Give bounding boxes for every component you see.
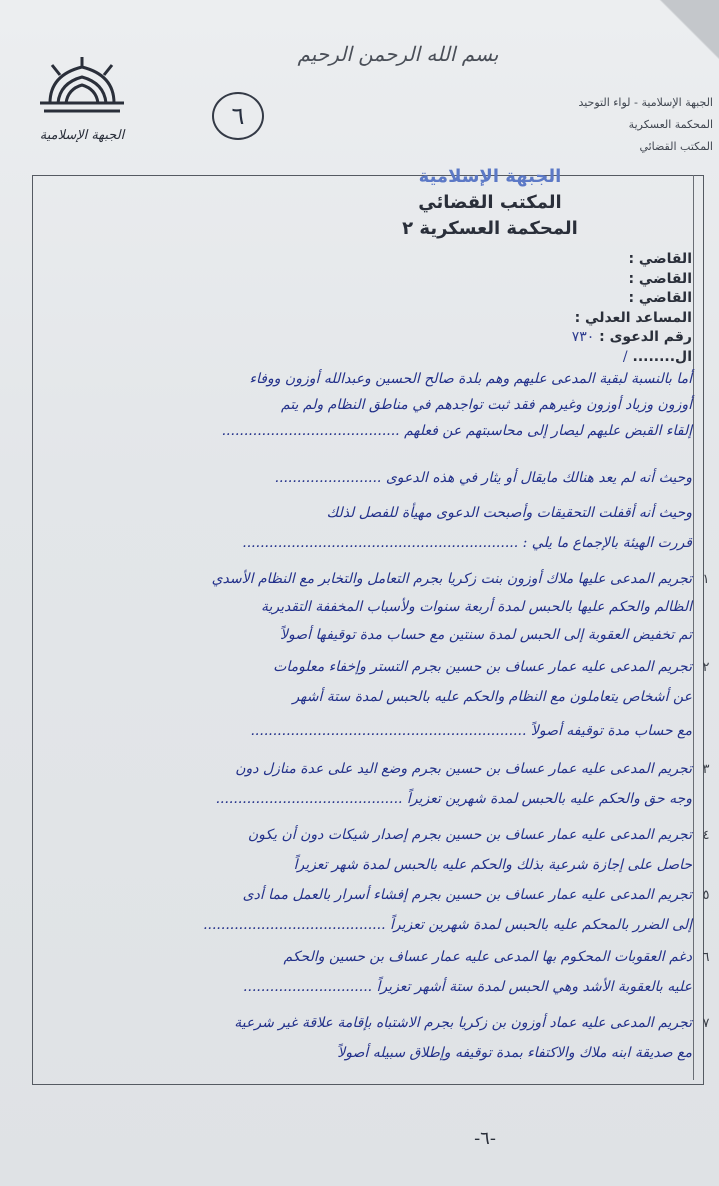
- body-line: عن أشخاص يتعاملون مع النظام والحكم عليه بالحبس لمدة ستة أشهر: [292, 689, 692, 705]
- field-label: القاضي :: [628, 270, 692, 287]
- body-line: تجريم المدعى عليه عماد أوزون بن زكريا بجرم الاشتباه بإقامة علاقة غير شرعية: [234, 1015, 692, 1031]
- body-line: مع صديقة ابنه ملاك والاكتفاء بمدة توقيفه وإطلاق سبيله أصولاً: [337, 1045, 692, 1061]
- body-line: وحيث أنه لم يعد هنالك مايقال أو يثار في هذه الدعوى ........................: [274, 470, 692, 486]
- field-row: [430, 309, 692, 329]
- field-row: [430, 270, 692, 290]
- body-line: تجريم المدعى عليه عمار عساف بن حسين بجرم إصدار شيكات دون أن يكون: [247, 827, 692, 843]
- body-line: تم تخفيض العقوبة إلى الحبس لمدة سنتين مع حساب مدة توقيفها أصولاً: [280, 627, 692, 643]
- header-line-3: المكتب القضائي: [639, 140, 713, 153]
- item-number: ٤: [702, 828, 710, 843]
- field-row: [430, 250, 692, 270]
- body-line: مع حساب مدة توقيفه أصولاً ..............................................................: [250, 723, 692, 739]
- body-line: تجريم المدعى عليها ملاك أوزون بنت زكريا بجرم التعامل والتخابر مع النظام الأسدي: [211, 571, 692, 587]
- case-fields: [430, 250, 692, 367]
- item-number: ٥: [702, 888, 710, 903]
- field-label: ال........: [632, 348, 692, 365]
- body-line: تجريم المدعى عليه عمار عساف بن حسين بجرم إفشاء أسرار بالعمل مما أدى: [242, 887, 692, 903]
- court-title: المحكمة العسكرية ٢: [402, 218, 578, 239]
- page-circle-number: ٦: [212, 92, 264, 140]
- header-line-2: المحكمة العسكرية: [628, 118, 713, 131]
- body-line: وحيث أنه أقفلت التحقيقات وأصبحت الدعوى مهيأة للفصل لذلك: [326, 505, 692, 521]
- item-number: ١: [702, 572, 710, 587]
- islamic-front-logo: [30, 55, 134, 155]
- item-number: ٣: [702, 762, 710, 777]
- body-line: إلى الضرر بالمحكم عليه بالحبس لمدة شهرين تعزيراً .........................................: [203, 917, 692, 933]
- field-label: رقم الدعوى :: [599, 329, 692, 345]
- item-number: ٢: [702, 660, 710, 675]
- office-title: المكتب القضائي: [418, 192, 562, 213]
- field-value: /: [622, 348, 628, 365]
- case-number-value: ٧٣٠: [571, 329, 595, 345]
- field-label: المساعد العدلي :: [574, 309, 692, 326]
- body-line: تجريم المدعى عليه عمار عساف بن حسين بجرم التستر وإخفاء معلومات: [273, 659, 692, 675]
- body-line: وجه حق والحكم عليه بالحبس لمدة شهرين تعزيراً ..........................................: [215, 791, 692, 807]
- body-line: أما بالنسبة لبقية المدعى عليهم وهم بلدة صالح الحسين وعبدالله أوزون ووفاء: [249, 371, 692, 387]
- folded-corner: [659, 0, 719, 60]
- body-line: دغم العقوبات المحكوم بها المدعى عليه عمار عساف بن حسين والحكم: [283, 949, 692, 965]
- field-row: [430, 328, 692, 348]
- body-line: أوزون وزياد أوزون وغيرهم فقد ثبت تواجدهم في مناطق النظام ولم يتم: [281, 397, 692, 413]
- item-number: ٧: [702, 1016, 710, 1031]
- body-line: تجريم المدعى عليه عمار عساف بن حسين بجرم وضع اليد على عدة منازل دون: [235, 761, 692, 777]
- field-row: [430, 348, 692, 368]
- header-line-1: الجبهة الإسلامية - لواء التوحيد: [578, 96, 713, 109]
- field-label: القاضي :: [628, 290, 692, 306]
- field-row: [430, 289, 692, 309]
- body-line: قررت الهيئة بالإجماع ما يلي : ..............................................................: [242, 535, 692, 551]
- field-label: القاضي :: [628, 251, 692, 267]
- footer-page-number: -٦-: [474, 1128, 496, 1149]
- body-line: إلقاء القبض عليهم ليصار إلى محاسبتهم عن فعلهم ........................................: [221, 423, 692, 439]
- right-header: [573, 92, 713, 158]
- logo-text: الجبهة الإسلامية: [39, 128, 125, 143]
- item-number: ٦: [702, 950, 710, 965]
- body-line: حاصل على إجازة شرعية بذلك والحكم عليه بالحبس لمدة شهر تعزيراً: [293, 857, 692, 873]
- office-header: [340, 190, 640, 242]
- body-line: الظالم والحكم عليها بالحبس لمدة أربعة سنوات ولأسباب المخففة التقديرية: [260, 599, 692, 615]
- bismillah: بسم الله الرحمن الرحيم: [297, 42, 499, 66]
- blue-stamp: الجبهة الإسلامية: [418, 166, 562, 187]
- margin-rule: [693, 175, 694, 1080]
- body-line: عليه بالعقوبة الأشد وهي الحبس لمدة ستة أشهر تعزيراً .............................: [243, 979, 692, 995]
